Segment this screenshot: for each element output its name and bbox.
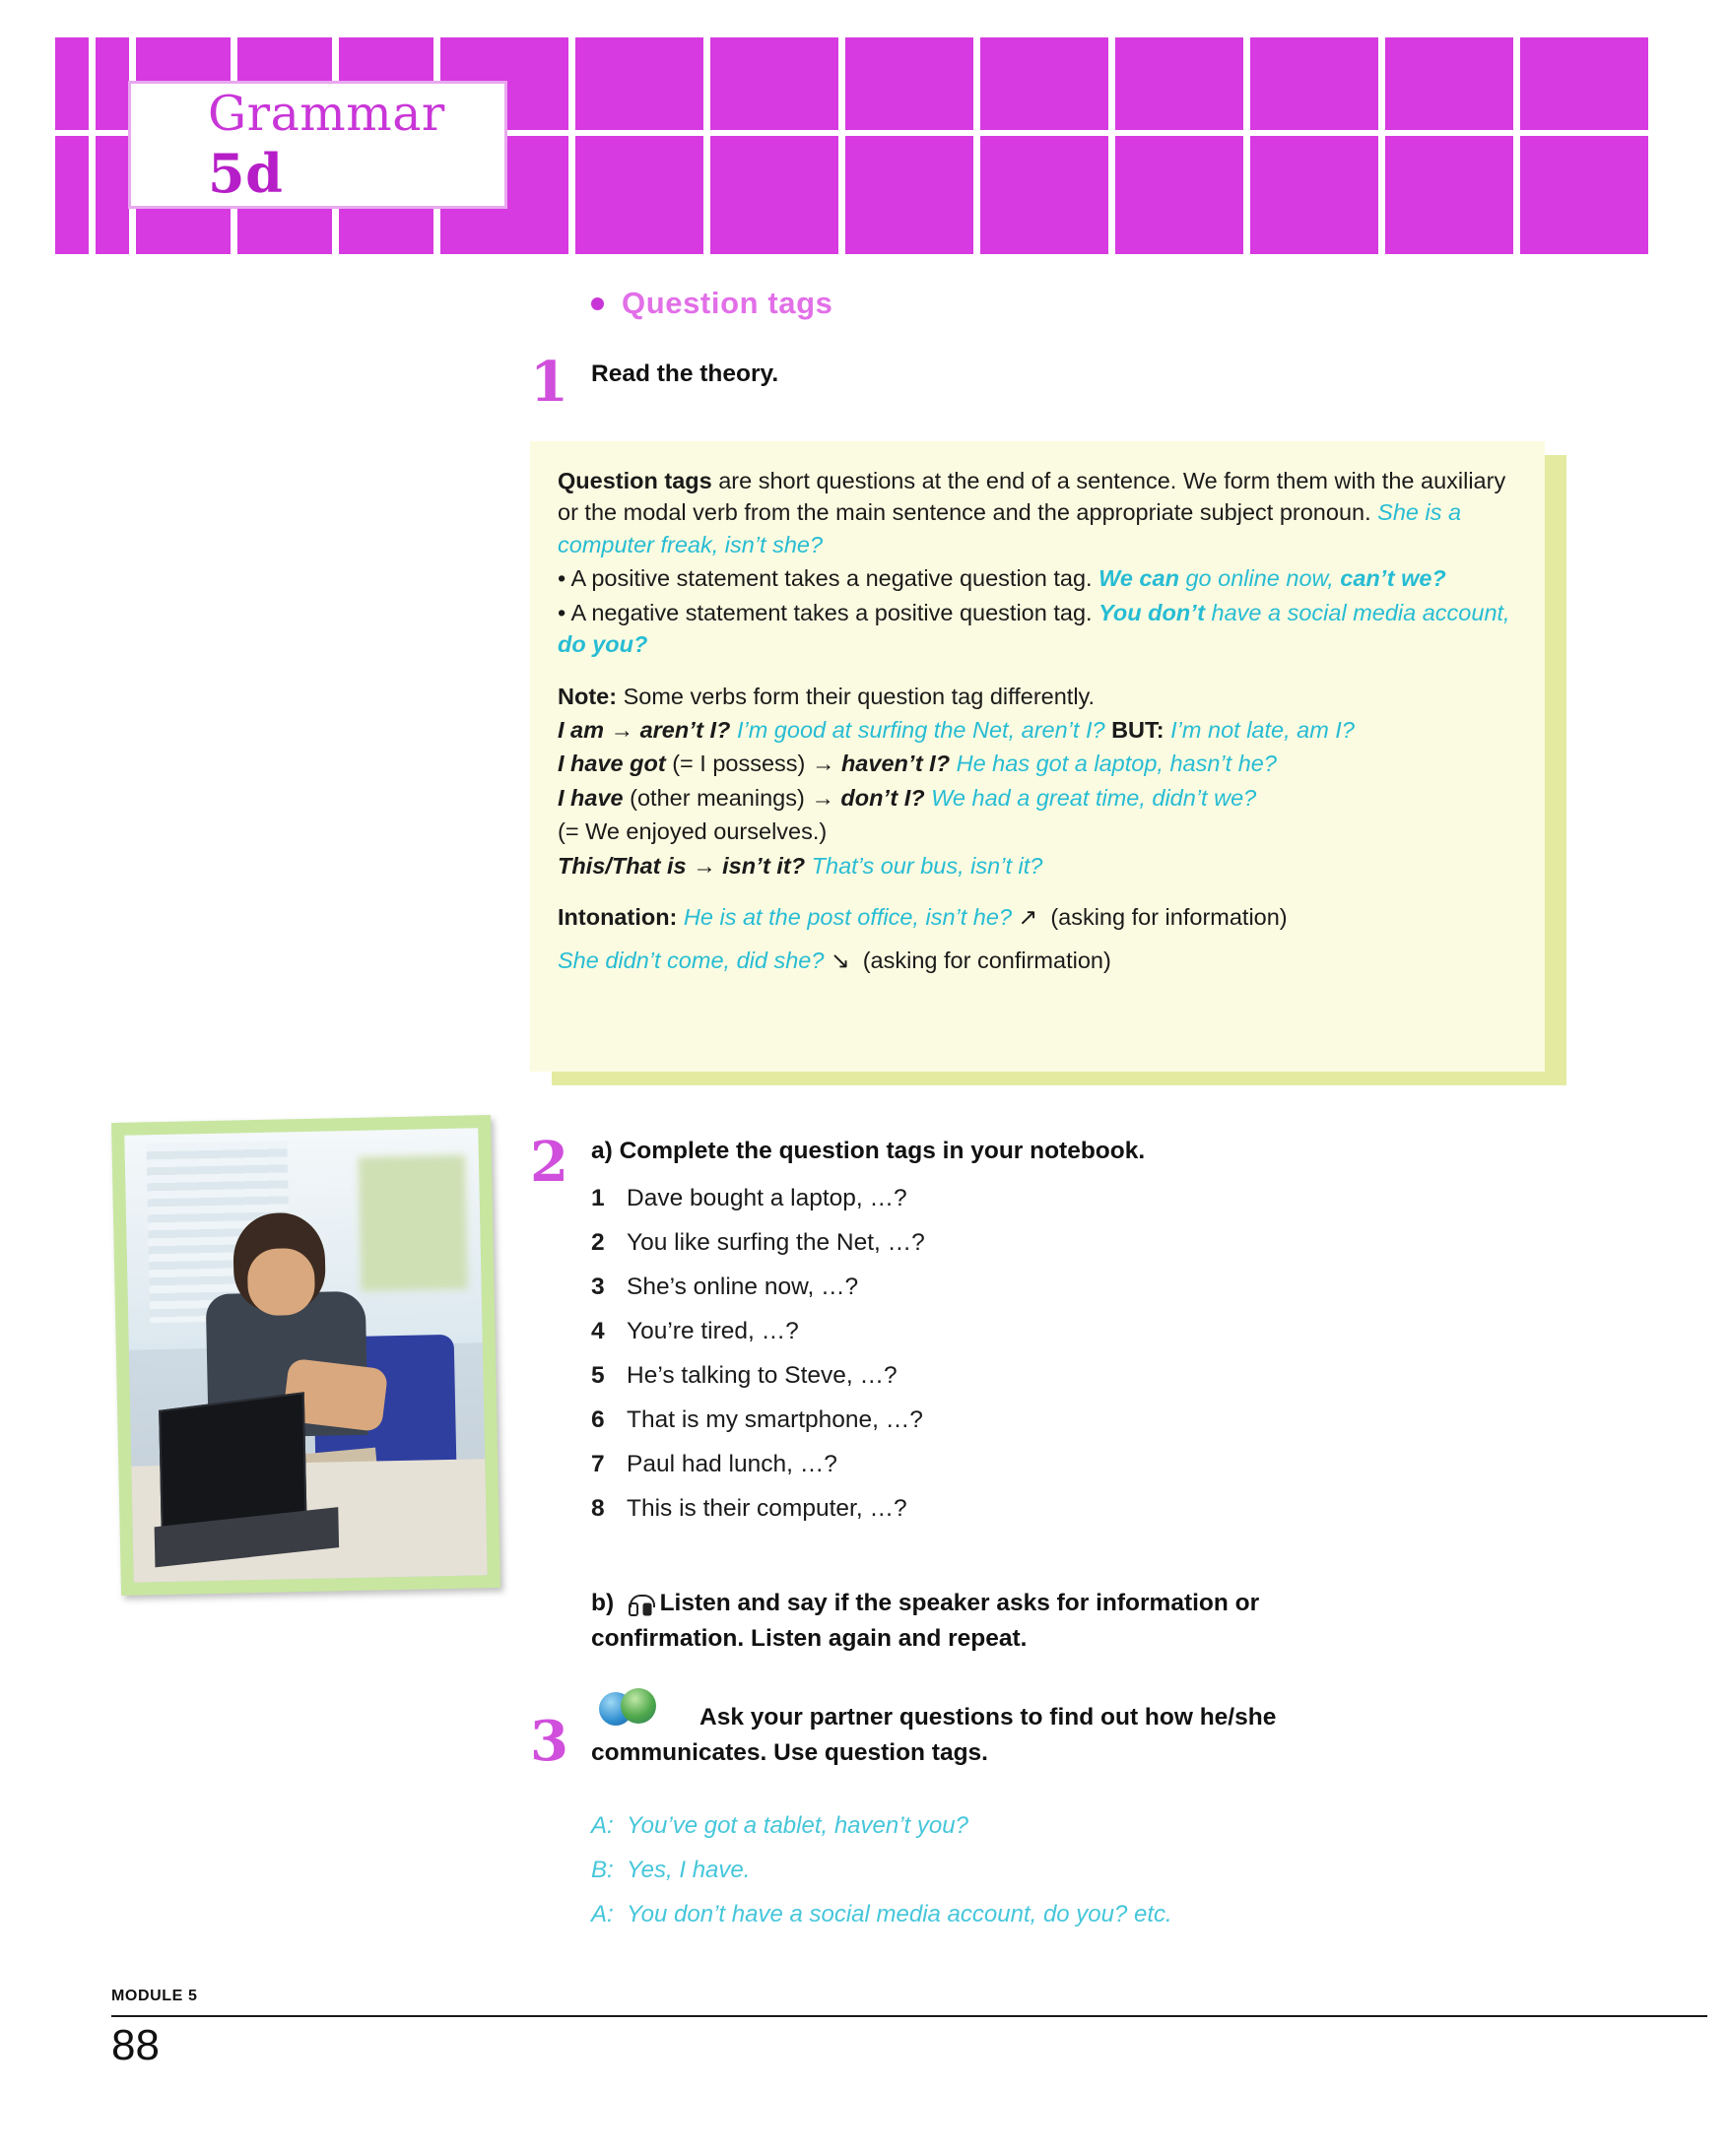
list-item bbox=[591, 1364, 1281, 1389]
exercise-2-heading-b bbox=[591, 1586, 1419, 1656]
theory-paragraph-3 bbox=[558, 597, 1517, 661]
theory-note-text: Some verbs form their question tag differently. bbox=[617, 683, 1096, 709]
list-item-text: You like surfing the Net, …? bbox=[627, 1229, 925, 1256]
page-title bbox=[208, 86, 504, 205]
theory-rule-key-2: don’t I? bbox=[840, 784, 925, 811]
theory-intonation-label: Intonation: bbox=[558, 904, 678, 931]
rising-arrow-icon: ↗ bbox=[1018, 904, 1038, 931]
list-item bbox=[591, 1408, 1281, 1433]
page-title-lesson: 5d bbox=[208, 141, 284, 205]
list-item-number: 6 bbox=[591, 1406, 605, 1433]
page-title-word: Grammar bbox=[208, 85, 445, 142]
falling-arrow-icon: ↘ bbox=[830, 947, 850, 974]
theory-example-bold: can’t we? bbox=[1340, 565, 1446, 592]
theory-box bbox=[530, 441, 1545, 1072]
exercise-3-dialogue bbox=[591, 1814, 1478, 1947]
theory-term: Question tags bbox=[558, 468, 712, 493]
list-item-number: 3 bbox=[591, 1274, 605, 1300]
band-cell bbox=[710, 37, 838, 130]
band-cell bbox=[845, 37, 973, 130]
photo-image bbox=[124, 1128, 487, 1582]
band-cell bbox=[1250, 37, 1378, 130]
section-heading-label: Question tags bbox=[622, 286, 833, 320]
list-item bbox=[591, 1497, 1281, 1522]
list-item bbox=[591, 1231, 1281, 1256]
band-cell bbox=[575, 37, 703, 130]
list-item-number: 4 bbox=[591, 1318, 605, 1344]
section-heading bbox=[591, 286, 833, 321]
exercise-2-b-text: Listen and say if the speaker asks for information or confirmation. Listen again and repeat. bbox=[591, 1590, 1260, 1652]
band-cell bbox=[980, 136, 1108, 254]
band-cell bbox=[1115, 136, 1243, 254]
footer-divider bbox=[111, 2015, 1707, 2017]
dialogue-line bbox=[591, 1859, 1478, 1882]
list-item-text: She’s online now, …? bbox=[627, 1274, 859, 1300]
theory-note-label: Note: bbox=[558, 683, 618, 709]
theory-rule-key: I have got bbox=[558, 751, 666, 777]
list-item-text: Paul had lunch, …? bbox=[627, 1451, 837, 1477]
list-item-number: 8 bbox=[591, 1495, 605, 1522]
dialogue-text: Yes, I have. bbox=[627, 1857, 751, 1883]
band-cell bbox=[55, 136, 89, 254]
theory-rule-3-note: (= We enjoyed ourselves.) bbox=[558, 818, 828, 845]
dialogue-text: You’ve got a tablet, haven’t you? bbox=[627, 1812, 968, 1839]
exercise-1-heading: Read the theory. bbox=[591, 360, 779, 387]
list-item-number: 7 bbox=[591, 1451, 605, 1477]
theory-rule-but-example: I’m not late, am I? bbox=[1164, 716, 1355, 743]
exercise-2-number: 2 bbox=[530, 1130, 568, 1195]
theory-rule-example: I’m good at surfing the Net, aren’t I? bbox=[730, 716, 1112, 743]
theory-example: account, bbox=[1422, 599, 1510, 625]
theory-example: have a social media bbox=[1204, 599, 1423, 625]
theory-rule-4 bbox=[558, 850, 1517, 882]
exercise-3-heading: Ask your partner questions to find out how he/she communicates. Use question tags. bbox=[591, 1704, 1277, 1766]
list-item-text: This is their computer, …? bbox=[627, 1495, 907, 1522]
list-item-text: Dave bought a laptop, …? bbox=[627, 1185, 907, 1211]
theory-text: • A negative statement takes a positive question tag. bbox=[558, 599, 1099, 625]
theory-intonation-note: (asking for information) bbox=[1050, 904, 1288, 931]
photo-boy-with-laptop bbox=[111, 1115, 500, 1596]
theory-example-bold: do you? bbox=[558, 631, 648, 658]
theory-rule-key: I am → aren’t I? bbox=[558, 716, 731, 743]
band-cell bbox=[96, 136, 129, 254]
theory-rule-3 bbox=[558, 782, 1517, 814]
theory-example: go online now, bbox=[1178, 565, 1341, 592]
theory-rule-mid: (other meanings) → bbox=[623, 784, 841, 811]
theory-rule-key: I have bbox=[558, 784, 624, 811]
theory-example-bold: You don’t bbox=[1098, 599, 1205, 625]
band-cell bbox=[575, 136, 703, 254]
photo-foliage bbox=[359, 1155, 468, 1291]
theory-rule-example: That’s our bus, isn’t it? bbox=[805, 852, 1043, 879]
dialogue-speaker: B: bbox=[591, 1857, 614, 1883]
list-item bbox=[591, 1320, 1281, 1344]
list-item bbox=[591, 1275, 1281, 1300]
dialogue-line bbox=[591, 1814, 1478, 1838]
dialogue-speaker: A: bbox=[591, 1901, 614, 1927]
theory-paragraph-2 bbox=[558, 562, 1517, 594]
photo-face bbox=[247, 1248, 316, 1317]
theory-intonation-note: (asking for confirmation) bbox=[862, 947, 1111, 974]
theory-example-bold: We can bbox=[1098, 565, 1179, 592]
footer-module-label: MODULE 5 bbox=[111, 1988, 198, 2004]
band-cell bbox=[1385, 136, 1513, 254]
theory-rule-example: We had a great time, didn’t we? bbox=[924, 784, 1257, 811]
theory-rule-2 bbox=[558, 748, 1517, 779]
list-item-number: 5 bbox=[591, 1362, 605, 1389]
page-number: 88 bbox=[111, 2021, 160, 2069]
list-item bbox=[591, 1187, 1281, 1211]
list-item-number: 2 bbox=[591, 1229, 605, 1256]
band-cell bbox=[1115, 37, 1243, 130]
headphones-icon bbox=[628, 1593, 653, 1614]
theory-rule-key-2: haven’t I? bbox=[840, 751, 951, 777]
theory-paragraph-1 bbox=[558, 465, 1517, 560]
exercise-3-number: 3 bbox=[530, 1709, 568, 1774]
band-cell bbox=[1385, 37, 1513, 130]
theory-rule-key: This/That is → isn’t it? bbox=[558, 852, 806, 879]
theory-note-line bbox=[558, 681, 1517, 712]
band-cell bbox=[96, 37, 129, 130]
list-item bbox=[591, 1453, 1281, 1477]
theory-intonation-example: He is at the post office, isn’t he? bbox=[677, 904, 1019, 931]
bullet-dot-icon bbox=[591, 297, 604, 310]
list-item-number: 1 bbox=[591, 1185, 605, 1211]
list-item-text: He’s talking to Steve, …? bbox=[627, 1362, 898, 1389]
band-cell bbox=[55, 37, 89, 130]
dialogue-speaker: A: bbox=[591, 1812, 614, 1839]
band-cell bbox=[980, 37, 1108, 130]
band-cell bbox=[1250, 136, 1378, 254]
theory-rule-but: BUT: bbox=[1111, 716, 1164, 743]
band-cell bbox=[845, 136, 973, 254]
list-item-text: That is my smartphone, …? bbox=[627, 1406, 923, 1433]
theory-rule-example: He has got a laptop, hasn’t he? bbox=[950, 751, 1277, 777]
theory-example: She is a computer freak, isn’t she? bbox=[558, 499, 1462, 557]
dialogue-line bbox=[591, 1903, 1478, 1927]
band-cell bbox=[710, 136, 838, 254]
theory-intonation-2 bbox=[558, 945, 1517, 976]
page-title-plate bbox=[128, 81, 507, 209]
theory-intonation-example: She didn’t come, did she? bbox=[558, 947, 831, 974]
theory-text: • A positive statement takes a negative question tag. bbox=[558, 565, 1099, 592]
band-cell bbox=[1520, 37, 1648, 130]
exercise-2-heading-a: a) Complete the question tags in your notebook. bbox=[591, 1138, 1146, 1164]
exercise-1-number: 1 bbox=[530, 350, 568, 415]
theory-text: are short questions at the end of a sentence. We form them with the auxiliary or the modal verb from the main sentence and the appropriate subject pronoun. bbox=[558, 468, 1506, 526]
theory-rule-mid: (= I possess) → bbox=[665, 751, 841, 777]
dialogue-text: You don’t have a social media account, do you? etc. bbox=[627, 1901, 1172, 1927]
exercise-2-item-list bbox=[591, 1187, 1281, 1541]
theory-intonation-1 bbox=[558, 901, 1517, 933]
band-cell bbox=[1520, 136, 1648, 254]
exercise-2-b-label: b) bbox=[591, 1590, 615, 1616]
theory-rule-1 bbox=[558, 714, 1517, 746]
list-item-text: You’re tired, …? bbox=[627, 1318, 799, 1344]
